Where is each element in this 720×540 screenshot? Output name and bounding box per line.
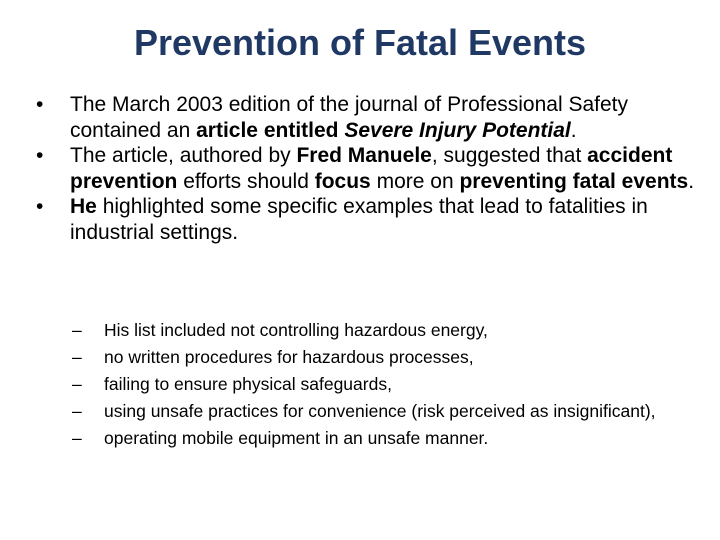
sub-item-text: operating mobile equipment in an unsafe manner. xyxy=(104,428,489,448)
bullet-text-segment: The article, authored by xyxy=(70,144,297,167)
bullet-text-segment: He xyxy=(70,195,97,218)
sub-item-text: His list included not controlling hazardous energy, xyxy=(104,320,488,340)
sub-list-item xyxy=(72,347,672,368)
bullet-text-segment: . xyxy=(570,118,577,142)
dash-icon: – xyxy=(72,374,82,394)
sub-list-item xyxy=(72,374,672,395)
sub-item-text: no written procedures for hazardous processes, xyxy=(104,347,474,367)
sub-item-text: failing to ensure physical safeguards, xyxy=(104,374,392,394)
bullet-text-segment: Severe Injury Potential xyxy=(344,118,571,142)
dash-icon: – xyxy=(72,320,82,340)
bullet-text-segment: preventing fatal events xyxy=(459,169,689,193)
sub-list-item xyxy=(72,320,672,341)
bullet-icon: • xyxy=(36,195,44,218)
bullet-text-segment: accident prevention xyxy=(70,144,673,193)
bullet-text-segment: efforts should xyxy=(177,169,315,193)
sub-list-item xyxy=(72,428,672,449)
slide-title: Prevention of Fatal Events xyxy=(133,22,587,63)
dash-icon: – xyxy=(72,347,82,367)
bullet-text-segment: more on xyxy=(370,169,460,193)
bullet-text-segment: focus xyxy=(314,169,371,193)
dash-icon: – xyxy=(72,401,82,421)
bullet-text-segment: Fred Manuele xyxy=(296,144,432,167)
sub-item-text: using unsafe practices for convenience (risk perceived as insignificant), xyxy=(104,401,656,421)
dash-icon: – xyxy=(72,428,82,448)
sub-list-item xyxy=(72,401,672,422)
bullet-item xyxy=(36,92,696,143)
bullet-text-segment: The March 2003 edition of the journal of Professional Safety contained an xyxy=(70,93,628,142)
bullet-text-segment: highlighted some specific examples that lead to fatalities in industrial settings. xyxy=(70,195,648,244)
bullet-icon: • xyxy=(36,93,44,116)
bullet-item xyxy=(36,143,696,194)
bullet-item xyxy=(36,194,696,245)
sub-list xyxy=(72,320,672,455)
bullet-text-segment: article entitled xyxy=(196,118,345,142)
bullet-icon: • xyxy=(36,144,44,167)
bullet-text-segment: , suggested that xyxy=(431,144,588,167)
bullet-text-segment: . xyxy=(688,169,695,193)
bullet-list xyxy=(36,92,696,245)
